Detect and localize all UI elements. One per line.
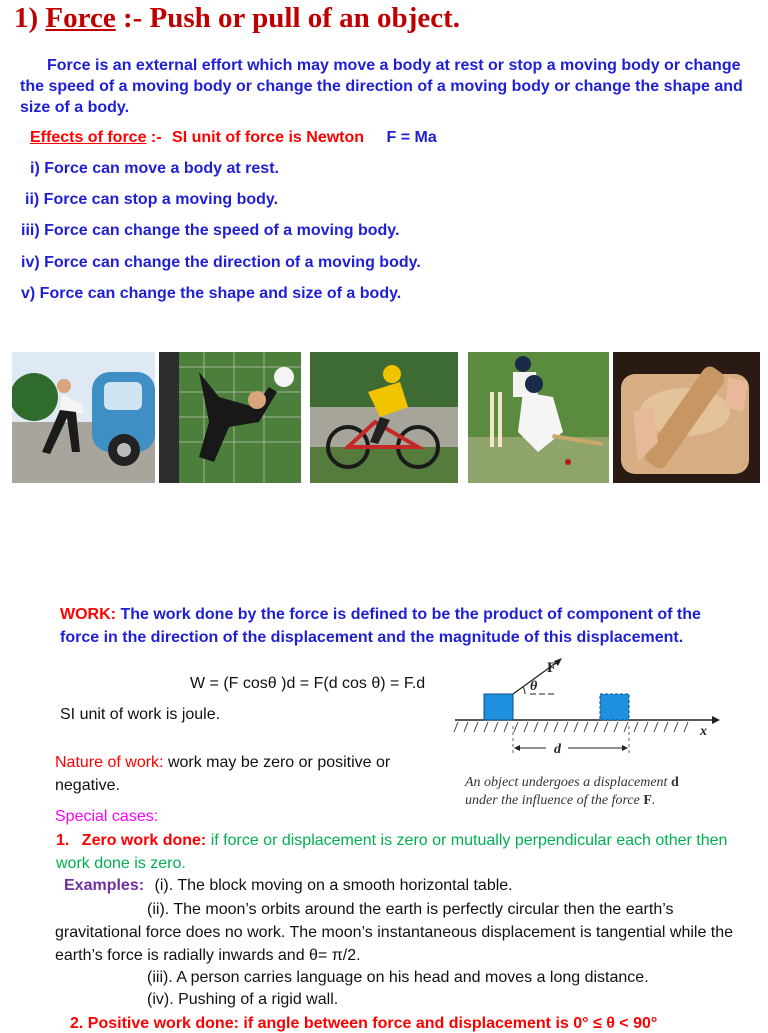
displacement-figure bbox=[450, 652, 750, 774]
work-si-unit: SI unit of work is joule. bbox=[60, 706, 221, 723]
photo-goalkeeper bbox=[159, 352, 301, 483]
effects-label: Effects of force bbox=[30, 129, 147, 146]
page-title bbox=[14, 2, 460, 35]
effects-separator: :- bbox=[150, 129, 162, 146]
displacement-label: d bbox=[554, 742, 561, 757]
examples-line-1 bbox=[64, 877, 513, 895]
work-definition-text: The work done by the force is defined to be the product of component of the force in the direction of the displacement and the magnitude of this displacement. bbox=[60, 606, 701, 646]
zero-work-text: if force or displacement is zero or mutually perpendicular each other then work done is zero. bbox=[56, 832, 728, 872]
nature-text: work may be zero or positive or negative. bbox=[55, 754, 391, 794]
effect-item: iv) Force can change the direction of a moving body. bbox=[21, 254, 421, 271]
example-3: (iii). A person carries language on his head and moves a long distance. bbox=[147, 969, 649, 986]
photo-rolling-dough bbox=[613, 352, 760, 483]
effect-item: iii) Force can change the speed of a moving body. bbox=[21, 222, 400, 239]
work-definition bbox=[60, 603, 720, 649]
force-formula: F = Ma bbox=[386, 129, 437, 146]
effect-item: i) Force can move a body at rest. bbox=[30, 160, 279, 177]
effect-item: ii) Force can stop a moving body. bbox=[25, 191, 279, 208]
x-axis-label: x bbox=[700, 724, 707, 739]
work-formula: W = (F cosθ )d = F(d cos θ) = F.d bbox=[190, 675, 426, 692]
zero-work-label: Zero work done: bbox=[81, 832, 207, 849]
photo-cyclist bbox=[310, 352, 458, 483]
example-2: (ii). The moon’s orbits around the earth is perfectly circular then the earth’s gravitational force does no work. The moon’s instantaneous displacement is tangential while the earth’s force is radially inwards and θ= π/2. bbox=[55, 901, 734, 964]
zero-work-item bbox=[56, 829, 746, 875]
work-label: WORK: bbox=[60, 606, 116, 623]
effect-item: v) Force can change the shape and size of a body. bbox=[21, 285, 402, 302]
zero-work-number: 1. bbox=[56, 832, 70, 849]
photo-cricketer bbox=[468, 352, 609, 483]
example-1: (i). The block moving on a smooth horizontal table. bbox=[154, 877, 513, 894]
positive-work-line: 2. Positive work done: if angle between force and displacement is 0° ≤ θ < 90° bbox=[70, 1015, 658, 1032]
nature-label: Nature of work: bbox=[55, 754, 164, 771]
nature-of-work bbox=[55, 751, 445, 797]
force-si-unit: SI unit of force is Newton bbox=[172, 129, 365, 146]
photo-pushing-car bbox=[12, 352, 155, 483]
title-rest: :- Push or pull of an object. bbox=[122, 2, 460, 34]
effects-heading bbox=[30, 129, 437, 147]
example-4: (iv). Pushing of a rigid wall. bbox=[147, 991, 339, 1008]
force-vector-label: F bbox=[547, 660, 557, 676]
special-cases-heading: Special cases: bbox=[55, 808, 159, 825]
figure-caption: An object undergoes a displacement d under the influence of the force F. bbox=[465, 775, 679, 808]
title-force-word: Force bbox=[45, 2, 116, 34]
angle-label: θ bbox=[530, 679, 538, 694]
examples-label: Examples: bbox=[64, 877, 145, 894]
intro-paragraph: Force is an external effort which may move a body at rest or stop a moving body or change the speed of a moving body or change the direction of a moving body or change the shape and size of a body. bbox=[20, 57, 743, 116]
title-number: 1) bbox=[14, 2, 39, 34]
